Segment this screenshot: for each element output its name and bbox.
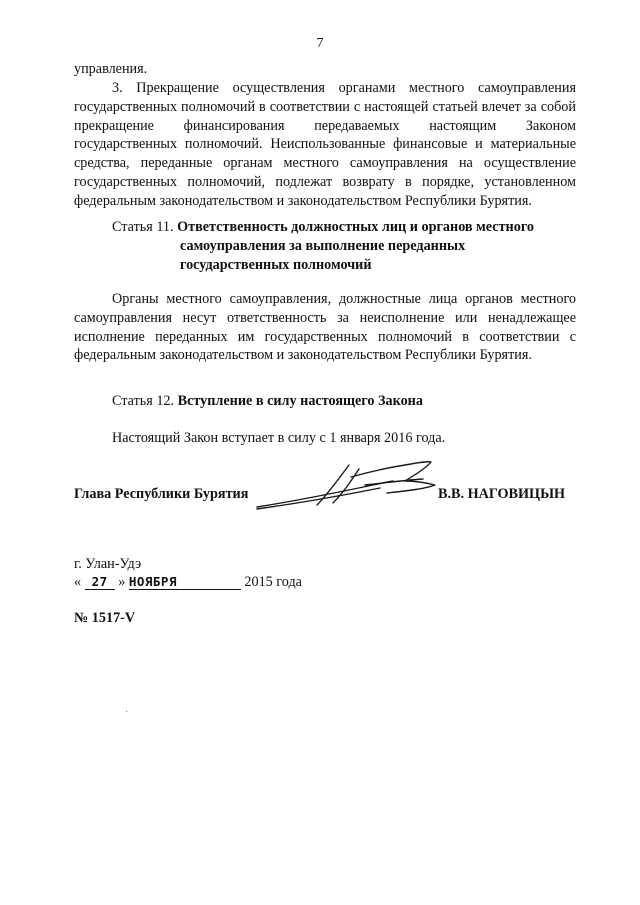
paragraph-clause-3: 3. Прекращение осуществления органами местного самоуправления государственных полномочий в соответствии с настоящей статьей влечет за собой прекращение финансирования передаваемых настоящим Законом государственных полномочий. Неиспользованные финансовые и материальные средства, переданные органам местного самоуправления на осуществление государственных полномочий, подлежат возврату в порядке, установленном федеральным законодательством и законодательством Республики Бурятия. [74,80,576,209]
signatory-name: В.В. НАГОВИЦЫН [438,486,566,502]
article-12-title: Вступление в силу настоящего Закона [177,393,423,409]
signatory-position: Глава Республики Бурятия [74,486,249,502]
article-12-prefix: Статья 12. [112,393,175,409]
article-11-title-line2: самоуправления за выполнение переданных [180,237,466,254]
date-day-stamp: 27 [85,574,115,590]
paragraph-article-12-body: Настоящий Закон вступает в силу с 1 января 2016 года. [112,430,446,446]
date-year: 2015 года [244,574,302,590]
date-close-quote: » [118,574,126,590]
signing-place: г. Улан-Удэ [74,556,142,572]
signing-date [74,574,302,591]
article-11-heading [112,218,582,274]
article-11-title-line3: государственных полномочий [180,256,372,273]
article-11-title-line1: Ответственность должностных лиц и органов местного [177,219,534,235]
paragraph-continuation: управления. [74,61,148,77]
date-month-stamp: НОЯБРЯ [129,574,241,590]
page-number: 7 [316,36,324,51]
paragraph-article-11-body: Органы местного самоуправления, должностные лица органов местного самоуправления несут ответственность за неисполнение или ненадлежащее исполнение переданных им государственных полномочий в соответствии с федеральным законодательством и законодательством Республики Бурятия. [74,291,576,364]
handwritten-signature [255,455,440,515]
law-number: № 1517-V [74,610,136,626]
article-12-heading [112,392,582,411]
scan-speck [126,711,127,712]
article-11-prefix: Статья 11. [112,219,174,235]
date-open-quote: « [74,574,82,590]
